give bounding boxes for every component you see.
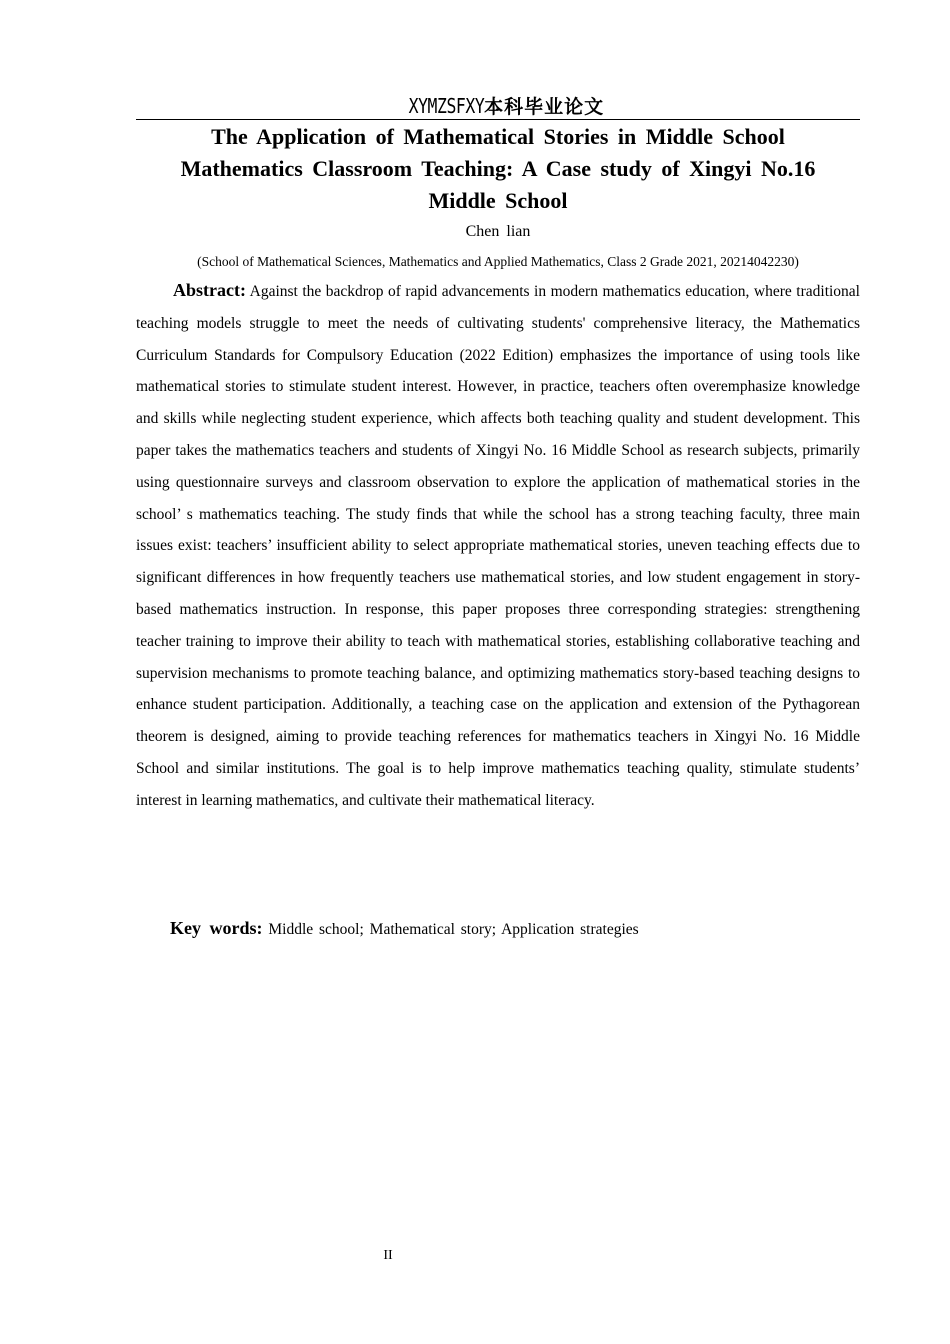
running-header [136, 92, 860, 121]
header-rule [136, 119, 860, 120]
keywords-label: Key words: [170, 918, 263, 938]
author-affiliation: (School of Mathematical Sciences, Mathematics and Applied Mathematics, Class 2 Grade 2021, 20214042230) [197, 254, 799, 269]
abstract-label: Abstract: [173, 280, 246, 300]
header-thesis-label: 本科毕业论文 [484, 96, 605, 118]
abstract-paragraph [136, 275, 860, 817]
header-school-code: XYMZSFXY [408, 94, 485, 118]
author-name: Chen lian [465, 223, 531, 240]
page-number: II [383, 1248, 393, 1263]
keywords-line [136, 913, 860, 945]
abstract-text: Against the backdrop of rapid advancements in modern mathematics education, where traditional teaching models struggle to meet the needs of cultivating students' comprehensive literacy, the Mathematics Curriculum Standards for Compulsory Education (2022 Edition) emphasizes the importance of using tools like mathematical stories to stimulate student interest. However, in practice, teachers often overemphasize knowledge and skills while neglecting student experience, which affects both teaching quality and student development. This paper takes the mathematics teachers and students of Xingyi No. 16 Middle School as research subjects, primarily using questionnaire surveys and classroom observation to explore the application of mathematical stories in the school’ s mathematics teaching. The study finds that while the school has a strong teaching faculty, three main issues exist: teachers’ insufficient ability to select appropriate mathematical stories, uneven teaching effects due to significant differences in how frequently teachers use mathematical stories, and low student engagement in story-based mathematics instruction. In response, this paper proposes three corresponding strategies: strengthening teacher training to improve their ability to teach with mathematical stories, establishing collaborative teaching and supervision mechanisms to promote teaching balance, and optimizing mathematics story-based teaching designs to enhance student participation. Additionally, a teaching case on the application and extension of the Pythagorean theorem is designed, aiming to provide teaching references for mathematics teachers in Xingyi No. 16 Middle School and similar institutions. The goal is to help improve mathematics teaching quality, stimulate students’ interest in learning mathematics, and cultivate their mathematical literacy. [136, 283, 860, 809]
keywords-text: Middle school; Mathematical story; Application strategies [268, 921, 639, 938]
paper-title: The Application of Mathematical Stories in Middle School Mathematics Classroom Teaching: A Case study of Xingyi No.16 Middle School [180, 124, 816, 213]
